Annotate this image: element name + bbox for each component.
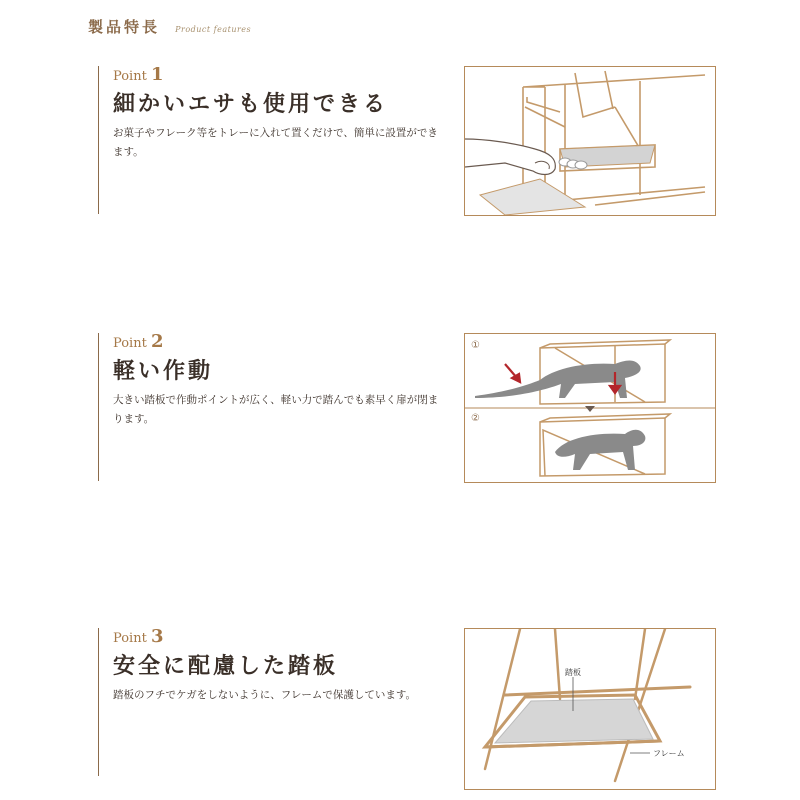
point-1-illustration: [464, 66, 716, 216]
section-header: [88, 16, 251, 40]
point-3-title: 安全に配慮した踏板: [113, 653, 339, 679]
point-2-illustration: [464, 333, 716, 483]
section-title: 製品特長: [88, 18, 161, 36]
point-2-number: 2: [150, 331, 164, 352]
point-2-description: 大きい踏板で作動ポイントが広く、軽い力で踏んでも素早く扉が閉まります。: [113, 394, 439, 425]
point-1-title: 細かいエサも使用できる: [113, 91, 389, 117]
point-3-illustration: [464, 628, 716, 790]
point-2: [98, 333, 448, 481]
trap-bait-tray-icon: [465, 67, 715, 215]
cat-trap-sequence-icon: [465, 334, 715, 482]
step-2-marker: ②: [471, 413, 480, 424]
plate-callout: 踏板: [565, 668, 581, 677]
point-1: [98, 66, 448, 214]
point-3-number: 3: [150, 626, 164, 647]
treadle-plate-icon: [465, 629, 715, 789]
point-3-label: Point 3: [113, 626, 164, 647]
point-1-description: お菓子やフレーク等をトレーに入れて置くだけで、簡単に設置ができます。: [113, 127, 438, 158]
point-3-description: 踏板のフチでケガをしないように、フレームで保護しています。: [113, 689, 417, 701]
frame-callout: フレーム: [653, 749, 685, 758]
point-2-title: 軽い作動: [113, 358, 214, 384]
point-1-label: Point 1: [113, 64, 164, 85]
point-2-label: Point 2: [113, 331, 164, 352]
step-1-marker: ①: [471, 340, 480, 351]
point-1-number: 1: [150, 64, 164, 85]
point-3: [98, 628, 448, 776]
section-subtitle: Product features: [175, 25, 252, 34]
